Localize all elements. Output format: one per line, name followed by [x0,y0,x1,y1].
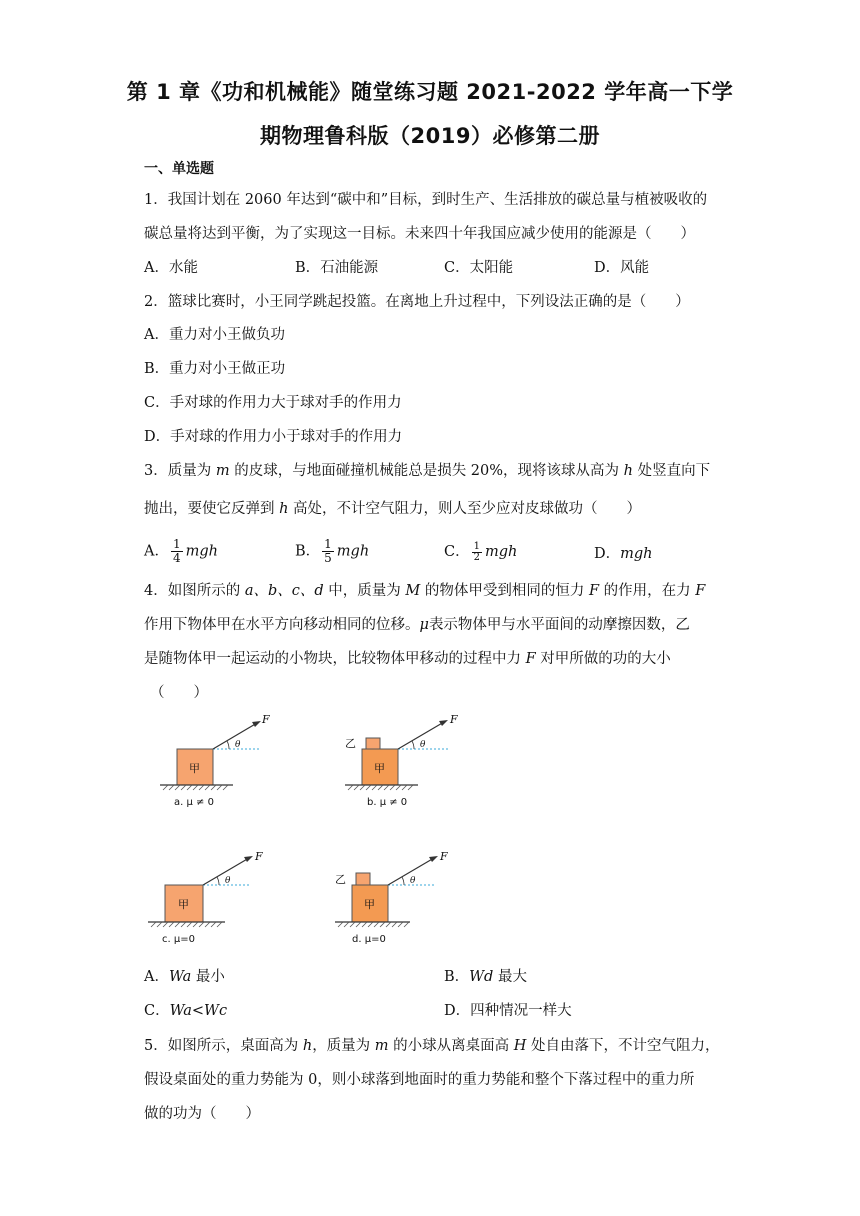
q4-figure-d [330,845,460,950]
q4-option-c: C．Wa<Wc [144,1003,228,1019]
q4-stem-line-3: 是随物体甲一起运动的小物块，比较物体甲移动的过程中力 F 对甲所做的功的大小 [144,651,671,667]
figure-caption: c. μ=0 [162,934,195,945]
figure-caption: a. μ ≠ 0 [174,797,214,808]
angle-arc [402,877,404,885]
q1-option-b: B．石油能源 [295,260,379,276]
angle-arc [217,877,219,885]
fraction: $\frac{1}{4}$ [172,537,181,565]
angle-label: θ [420,740,426,750]
fraction: $\frac{1}{2}$ [473,540,480,563]
small-block [366,738,380,749]
arrowhead-icon [429,856,438,862]
body-label: 甲 [374,762,385,775]
angle-arc [227,741,229,749]
q2-option-d: D．手对球的作用力小于球对手的作用力 [144,429,403,445]
q4-option-b: B．Wd 最大 [444,969,527,985]
small-block-label: 乙 [335,873,346,886]
ground-hatching [348,785,413,790]
page-title-line-2: 期物理鲁科版（2019）必修第二册 [260,124,600,148]
small-block-label: 乙 [345,737,356,750]
q4-stem-line-4: （ ） [150,685,208,701]
figure-caption: b. μ ≠ 0 [367,797,408,808]
q2-option-a: A．重力对小王做负功 [144,327,285,343]
q1-option-d: D．风能 [594,260,650,276]
force-label: F [450,713,458,726]
force-label: F [255,850,263,863]
arrowhead-icon [252,721,261,727]
q1-option-a: A．水能 [144,260,198,276]
force-label: F [440,850,448,863]
q5-stem-line-2: 假设桌面处的重力势能为 0，则小球落到地面时的重力势能和整个下落过程中的重力所 [144,1072,695,1088]
q2-option-b: B．重力对小王做正功 [144,361,286,377]
angle-arc [412,741,414,749]
small-block [356,873,370,885]
q5-stem-line-1: 5．如图所示，桌面高为 h，质量为 m 的小球从离桌面高 H 处自由落下，不计空气阻力， [144,1038,720,1054]
body-label: 甲 [189,762,200,775]
section-heading: 一、单选题 [144,161,214,177]
q4-stem-line-1: 4．如图所示的 a、b、c、d 中，质量为 M 的物体甲受到相同的恒力 F 的作用，在力 F [144,583,706,599]
q3-option-a: A． $\frac{1}{4}$ mgh [144,537,218,565]
q1-stem-line-1: 1．我国计划在 2060 年达到“碳中和”目标，到时生产、生活排放的碳总量与植被吸收的 [144,192,708,208]
q2-option-c: C．手对球的作用力大于球对手的作用力 [144,395,402,411]
q5-stem-line-3: 做的功为（ ） [144,1106,260,1122]
body-label: 甲 [178,898,189,911]
angle-label: θ [235,740,241,750]
ground-hatching [338,922,409,927]
q4-option-a: A．Wa 最小 [144,969,225,985]
q3-stem-line-1: 3．质量为 m 的皮球，与地面碰撞机械能总是损失 20%，现将该球从高为 h 处竖直向下 [144,463,711,479]
ground-hatching [163,785,228,790]
q1-option-c: C．太阳能 [444,260,514,276]
q4-option-d: D．四种情况一样大 [444,1003,572,1019]
q4-figure-c [145,845,275,950]
q2-stem: 2．篮球比赛时，小王同学跳起投篮。在离地上升过程中，下列设法正确的是（ ） [144,294,690,310]
page-title-line-1: 第 1 章《功和机械能》随堂练习题 2021-2022 学年高一下学 [126,80,734,104]
fraction: $\frac{1}{5}$ [324,537,332,565]
q3-option-b: B． $\frac{1}{5}$ mgh [295,537,370,565]
q4-figure-a [155,710,275,810]
body-label: 甲 [364,898,375,911]
arrowhead-icon [244,856,253,862]
q3-stem-line-2: 抛出，要使它反弹到 h 高处，不计空气阻力，则人至少应对皮球做功（ ） [144,501,642,517]
q1-stem-line-2: 碳总量将达到平衡，为了实现这一目标。未来四十年我国应减少使用的能源是（ ） [144,226,695,242]
q4-stem-line-2: 作用下物体甲在水平方向移动相同的位移。μ表示物体甲与水平面间的动摩擦因数，乙 [144,617,690,633]
q3-option-d: D．mgh [594,546,653,562]
q3-option-c: C． $\frac{1}{2}$ mgh [444,540,518,563]
force-label: F [262,713,270,726]
ground-hatching [151,922,222,927]
figure-caption: d. μ=0 [352,934,386,945]
angle-label: θ [410,876,416,886]
arrowhead-icon [439,720,448,726]
q4-figure-b [340,710,470,810]
angle-label: θ [225,876,231,886]
